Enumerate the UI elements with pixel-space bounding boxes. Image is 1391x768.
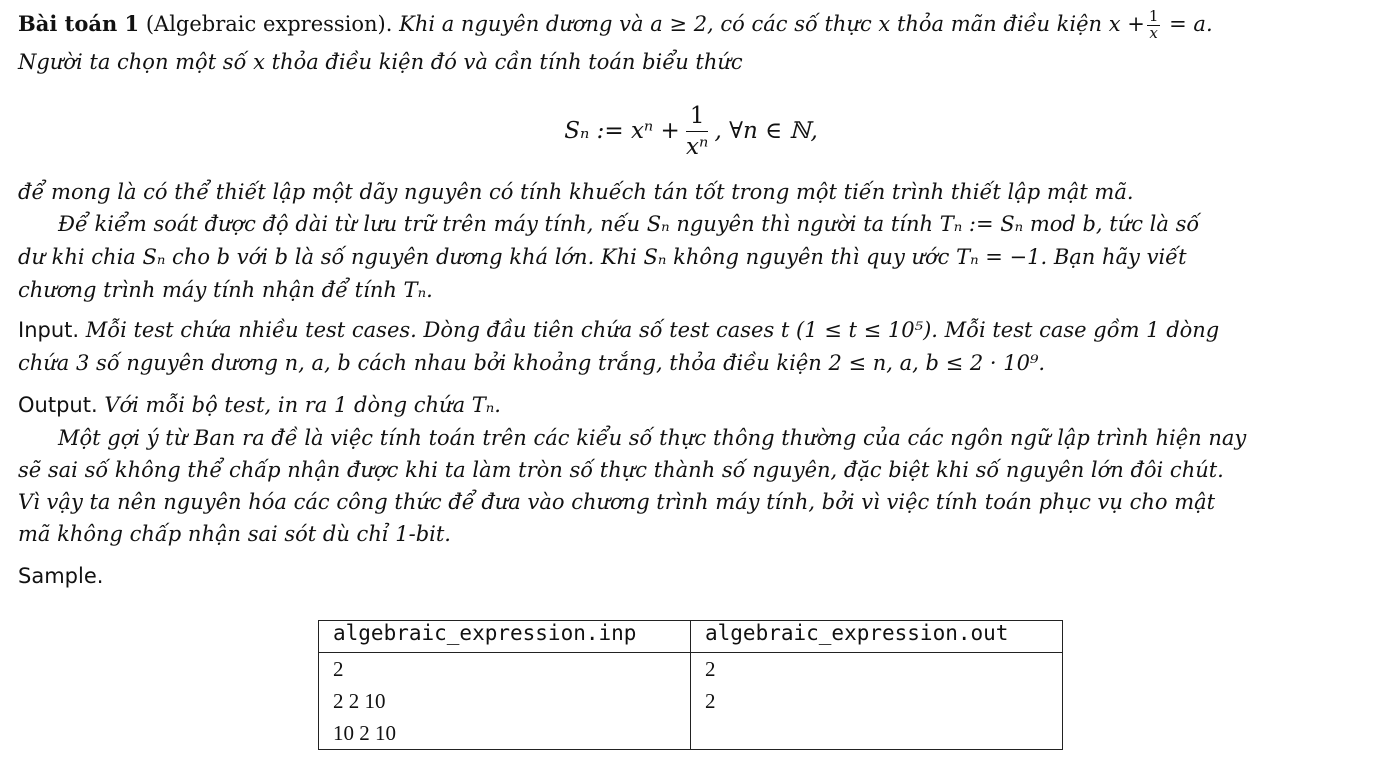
- input-text-1: Mỗi test chứa nhiều test cases. Dòng đầu tiên chứa số test cases t (1 ≤ t ≤ 10⁵). Mỗi test case gồm 1 dòng: [85, 318, 1220, 342]
- hint-line-1: Một gợi ý từ Ban ra đề là việc tính toán trên các kiểu số thực thông thường của các ngôn ngữ lập trình hiện nay: [58, 426, 1247, 450]
- formula-frac-den: xⁿ: [686, 133, 709, 160]
- intro-end: = a.: [1169, 12, 1213, 36]
- sample-output-cell: [691, 653, 1063, 750]
- title-line: [18, 8, 1364, 40]
- input-label: Input.: [18, 318, 80, 342]
- paragraph-2-line-1: Để kiểm soát được độ dài từ lưu trữ trên máy tính, nếu Sₙ nguyên thì người ta tính Tₙ := Sₙ mod b, tức là số: [58, 212, 1200, 236]
- input-line-1: [18, 314, 1219, 346]
- problem-title: Bài toán 1: [18, 11, 140, 36]
- sample-header-inp: algebraic_expression.inp: [319, 621, 691, 653]
- sample-input-cell: [319, 653, 691, 750]
- sample-body-row: [319, 653, 1063, 750]
- sample-input-line: 10 2 10: [333, 721, 396, 745]
- formula-frac-num: 1: [686, 101, 709, 132]
- formula-fraction: [686, 101, 709, 162]
- paragraph-2-line-3: chương trình máy tính nhận để tính Tₙ.: [18, 278, 433, 302]
- output-line: [18, 389, 501, 421]
- hint-line-4: mã không chấp nhận sai sót dù chỉ 1-bit.: [18, 522, 451, 546]
- intro-line-2: Người ta chọn một số x thỏa điều kiện đó và cần tính toán biểu thức: [18, 50, 743, 74]
- sample-output-line: 2: [705, 689, 716, 713]
- sample-output-line: 2: [705, 657, 716, 681]
- hint-line-2: sẽ sai số không thể chấp nhận được khi ta làm tròn số thực thành số nguyên, đặc biệt khi số nguyên lớn đôi chút.: [18, 458, 1224, 482]
- paragraph-1: để mong là có thể thiết lập một dãy nguyên có tính khuếch tán tốt trong một tiến trình thiết lập mật mã.: [18, 180, 1134, 204]
- intro-frac-den: x: [1149, 24, 1158, 42]
- intro-fraction: [1147, 9, 1161, 42]
- input-line-2: chứa 3 số nguyên dương n, a, b cách nhau bởi khoảng trắng, thỏa điều kiện 2 ≤ n, a, b ≤ 2 · 10⁹.: [18, 351, 1046, 375]
- formula-left: Sₙ := xⁿ +: [564, 118, 680, 144]
- sample-input-line: 2 2 10: [333, 689, 386, 713]
- intro-text: Khi a nguyên dương và a ≥ 2, có các số thực x thỏa mãn điều kiện x +: [399, 12, 1145, 36]
- intro-frac-num: 1: [1148, 7, 1159, 26]
- output-label: Output.: [18, 393, 98, 417]
- paragraph-2-line-2: dư khi chia Sₙ cho b với b là số nguyên dương khá lớn. Khi Sₙ không nguyên thì quy ước Tₙ = −1. Bạn hãy viết: [18, 245, 1187, 269]
- output-text: Với mỗi bộ test, in ra 1 dòng chứa Tₙ.: [104, 393, 501, 417]
- sample-input-line: 2: [333, 657, 344, 681]
- formula-right: , ∀n ∈ ℕ,: [714, 118, 818, 144]
- problem-subtitle: (Algebraic expression).: [145, 12, 393, 36]
- sample-table: [318, 620, 1063, 750]
- formula-sn: [18, 96, 1364, 166]
- hint-line-3: Vì vậy ta nên nguyên hóa các công thức để đưa vào chương trình máy tính, bởi vì việc tính toán phục vụ cho mật: [18, 490, 1216, 514]
- sample-header-out: algebraic_expression.out: [691, 621, 1063, 653]
- sample-header-row: [319, 621, 1063, 653]
- sample-label: Sample.: [18, 564, 104, 588]
